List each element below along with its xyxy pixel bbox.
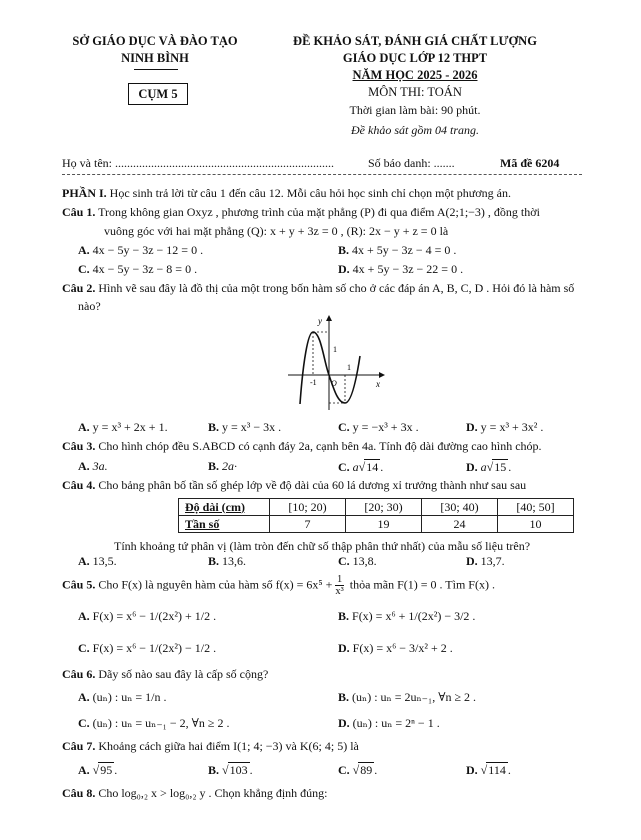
option-letter: B. (338, 243, 350, 257)
q6-label: Câu 6. (62, 667, 96, 681)
province-name: NINH BÌNH (121, 51, 189, 65)
option-text: F(x) = x⁶ − 3/x² + 2 . (352, 641, 453, 655)
option-text: 4x + 5y − 3z − 4 = 0 . (352, 243, 457, 257)
option-letter: A. (78, 459, 90, 473)
option-letter: A. (78, 763, 90, 777)
q3-option-d[interactable]: D. a√15 . (466, 460, 512, 474)
option-letter: C. (338, 460, 350, 474)
table-header-cell: Tần số (179, 516, 270, 533)
option-text: 4x + 5y − 3z − 22 = 0 . (352, 262, 464, 276)
option-letter: C. (338, 420, 350, 434)
q2-text-line1: Hình vẽ sau đây là đồ thị của một trong bốn hàm số cho ở các đáp án A, B, C, D . Hỏi đó là hàm số (95, 281, 575, 295)
option-text: (uₙ) : uₙ = 2uₙ₋₁, ∀n ≥ 2 . (352, 690, 477, 704)
question-2 (62, 281, 574, 296)
option-letter: C. (78, 641, 90, 655)
q6-option-b[interactable] (338, 690, 476, 705)
q5-option-c[interactable] (78, 641, 216, 656)
part1-text: Học sinh trả lời từ câu 1 đến câu 12. Mỗi câu hỏi học sinh chỉ chọn một phương án. (106, 186, 511, 200)
question-4 (62, 478, 526, 493)
option-letter: B. (338, 690, 350, 704)
q6-option-c[interactable] (78, 716, 229, 731)
table-cell: 10 (498, 516, 574, 533)
option-text: 2a· (222, 459, 238, 473)
exam-grade: GIÁO DỤC LỚP 12 THPT (342, 51, 488, 65)
option-letter: C. (338, 763, 350, 777)
radicand: 95 (100, 763, 113, 777)
table-cell: [20; 30) (346, 499, 422, 516)
q2-option-a[interactable] (78, 420, 168, 435)
table-cell: [10; 20) (270, 499, 346, 516)
q6-text: Dãy số nào sau đây là cấp số cộng? (95, 667, 269, 681)
q5-label: Câu 5. (62, 577, 96, 592)
question-1 (62, 205, 540, 220)
subject: MÔN THI: TOÁN (368, 85, 462, 99)
function-curve (300, 332, 360, 404)
q4-option-b[interactable] (208, 554, 246, 569)
table-cell: 24 (422, 516, 498, 533)
dashed-separator (62, 174, 582, 175)
option-letter: A. (78, 690, 90, 704)
question-6 (62, 667, 268, 682)
option-letter: B. (208, 420, 220, 434)
school-year: NĂM HỌC 2025 - 2026 (352, 68, 478, 82)
q7-option-d[interactable]: D. √114 . (466, 763, 511, 777)
cubic-function-graph (288, 312, 388, 412)
q4-option-d[interactable] (466, 554, 505, 569)
q1-label: Câu 1. (62, 205, 96, 219)
option-text: F(x) = x⁶ + 1/(2x²) − 3/2 . (352, 609, 476, 623)
y-axis-label: y (318, 316, 322, 326)
table-row (179, 499, 574, 516)
question-8 (62, 786, 328, 801)
q3-text: Cho hình chóp đều S.ABCD có cạnh đáy 2a, cạnh bên 4a. Tính độ dài đường cao hình chóp. (95, 439, 542, 453)
option-text: 13,7. (480, 554, 505, 568)
student-name-field: Họ và tên: ......................................................................... (62, 156, 334, 170)
q2-option-b[interactable] (208, 420, 281, 435)
q1-option-c[interactable] (78, 262, 197, 277)
frequency-table (178, 498, 574, 533)
q2-option-d[interactable] (466, 420, 543, 435)
radicand: 15 (494, 460, 507, 474)
q5-text-a: Cho F(x) là nguyên hàm của hàm số f(x) = 6x⁵ + (95, 577, 333, 592)
option-letter: D. (466, 420, 478, 434)
option-letter: D. (466, 554, 478, 568)
option-letter: C. (338, 554, 350, 568)
student-id-field: Số báo danh: ....... (368, 156, 455, 170)
part1-title: PHẦN I. (62, 186, 107, 200)
q7-option-a[interactable]: A. √95 . (78, 763, 118, 777)
radicand: 103 (229, 763, 248, 777)
exam-title: ĐỀ KHẢO SÁT, ĐÁNH GIÁ CHẤT LƯỢNG (293, 34, 537, 48)
table-cell: 7 (270, 516, 346, 533)
q7-option-b[interactable]: B. √103 . (208, 763, 253, 777)
option-text: F(x) = x⁶ − 1/(2x²) + 1/2 . (92, 609, 217, 623)
q4-label: Câu 4. (62, 478, 96, 492)
table-cell: [30; 40) (422, 499, 498, 516)
option-text: y = x³ + 3x² . (480, 420, 544, 434)
option-letter: A. (78, 243, 90, 257)
q2-text-line2: nào? (78, 299, 101, 313)
option-letter: D. (338, 262, 350, 276)
radicand: 89 (360, 763, 373, 777)
question-3 (62, 439, 542, 454)
tick-label-1-x: 1 (347, 363, 351, 372)
q8-label: Câu 8. (62, 786, 96, 800)
q3-label: Câu 3. (62, 439, 96, 453)
q5-text-b: thỏa mãn F(1) = 0 . Tìm F(x) . (346, 577, 495, 592)
option-letter: B. (208, 763, 220, 777)
fraction-1-over-x3: $\frac{1}{\text{x³}}$ (335, 574, 344, 597)
question-7 (62, 739, 359, 754)
option-text: y = −x³ + 3x . (352, 420, 419, 434)
q3-option-b[interactable] (208, 459, 237, 474)
option-text: 13,6. (222, 554, 247, 568)
q4-question: Tính khoảng tứ phân vị (làm tròn đến chữ số thập phân thứ nhất) của mẫu số liệu trên? (114, 539, 531, 553)
option-letter: D. (466, 460, 478, 474)
q4-option-c[interactable] (338, 554, 377, 569)
q6-option-a[interactable] (78, 690, 166, 705)
option-letter: A. (78, 420, 90, 434)
q1-option-b[interactable] (338, 243, 456, 258)
x-axis-label: x (376, 379, 380, 389)
part1-instruction (62, 186, 511, 201)
q2-label: Câu 2. (62, 281, 96, 295)
origin-label: O (331, 379, 337, 388)
option-text: 4x − 5y − 3z − 12 = 0 . (92, 243, 204, 257)
option-letter: B. (208, 554, 220, 568)
q3-option-a[interactable] (78, 459, 108, 474)
option-letter: B. (208, 459, 220, 473)
q4-text: Cho bảng phân bố tần số ghép lớp về độ dài của 60 lá dương xỉ trưởng thành như sau sau (95, 478, 527, 492)
q2-option-c[interactable] (338, 420, 419, 435)
pages-note: Đề khảo sát gồm 04 trang. (351, 123, 479, 137)
tick-label-neg1: -1 (310, 378, 317, 387)
q1-option-d[interactable] (338, 262, 463, 277)
option-letter: C. (78, 716, 90, 730)
option-text: 13,5. (92, 554, 117, 568)
q5-option-d[interactable] (338, 641, 453, 656)
option-letter: D. (466, 763, 478, 777)
option-letter: D. (338, 716, 350, 730)
option-text: 13,8. (352, 554, 377, 568)
q6-option-d[interactable] (338, 716, 440, 731)
option-text: 4x − 5y − 3z − 8 = 0 . (92, 262, 198, 276)
exam-code: Mã đề 6204 (500, 156, 560, 170)
q5-option-b[interactable] (338, 609, 475, 624)
table-cell: [40; 50] (498, 499, 574, 516)
radicand: 114 (488, 763, 506, 777)
q3-option-c[interactable]: C. a√14 . (338, 460, 384, 474)
q1-text-line1: Trong không gian Oxyz , phương trình của mặt phẳng (P) đi qua điểm A(2;1;−3) , đồng thời (95, 205, 540, 219)
option-text: 3a. (92, 459, 108, 473)
option-text: (uₙ) : uₙ = uₙ₋₁ − 2, ∀n ≥ 2 . (92, 716, 230, 730)
option-text: a (352, 460, 359, 474)
question-5 (62, 574, 495, 597)
header-divider (134, 69, 178, 70)
q7-option-c[interactable]: C. √89 . (338, 763, 378, 777)
option-text: y = x³ − 3x . (222, 420, 282, 434)
option-letter: B. (338, 609, 350, 623)
department-name: SỞ GIÁO DỤC VÀ ĐÀO TẠO (72, 34, 238, 48)
tick-label-1: 1 (333, 345, 337, 354)
option-text: (uₙ) : uₙ = 2ⁿ − 1 . (352, 716, 440, 730)
option-text: F(x) = x⁶ − 1/(2x²) − 1/2 . (92, 641, 217, 655)
option-letter: A. (78, 609, 90, 623)
option-text: y = x³ + 2x + 1. (92, 420, 168, 434)
q4-option-a[interactable] (78, 554, 117, 569)
radicand: 14 (366, 460, 379, 474)
option-text: (uₙ) : uₙ = 1/n . (92, 690, 167, 704)
q1-text-line2: vuông góc với hai mặt phẳng (Q): x + y + 3z = 0 , (R): 2x − y + z = 0 là (104, 224, 449, 238)
table-header-cell: Độ dài (cm) (179, 499, 270, 516)
q7-text: Khoảng cách giữa hai điểm I(1; 4; −3) và K(6; 4; 5) là (95, 739, 359, 753)
cluster-box: CỤM 5 (128, 83, 188, 105)
q1-option-a[interactable] (78, 243, 203, 258)
q8-text: Cho log₀,₂ x > log₀,₂ y . Chọn khẳng định đúng: (95, 786, 328, 800)
option-letter: A. (78, 554, 90, 568)
table-row (179, 516, 574, 533)
option-letter: D. (338, 641, 350, 655)
q5-option-a[interactable] (78, 609, 216, 624)
option-letter: C. (78, 262, 90, 276)
exam-time: Thời gian làm bài: 90 phút. (349, 103, 481, 117)
q7-label: Câu 7. (62, 739, 96, 753)
option-text: a (480, 460, 487, 474)
table-cell: 19 (346, 516, 422, 533)
